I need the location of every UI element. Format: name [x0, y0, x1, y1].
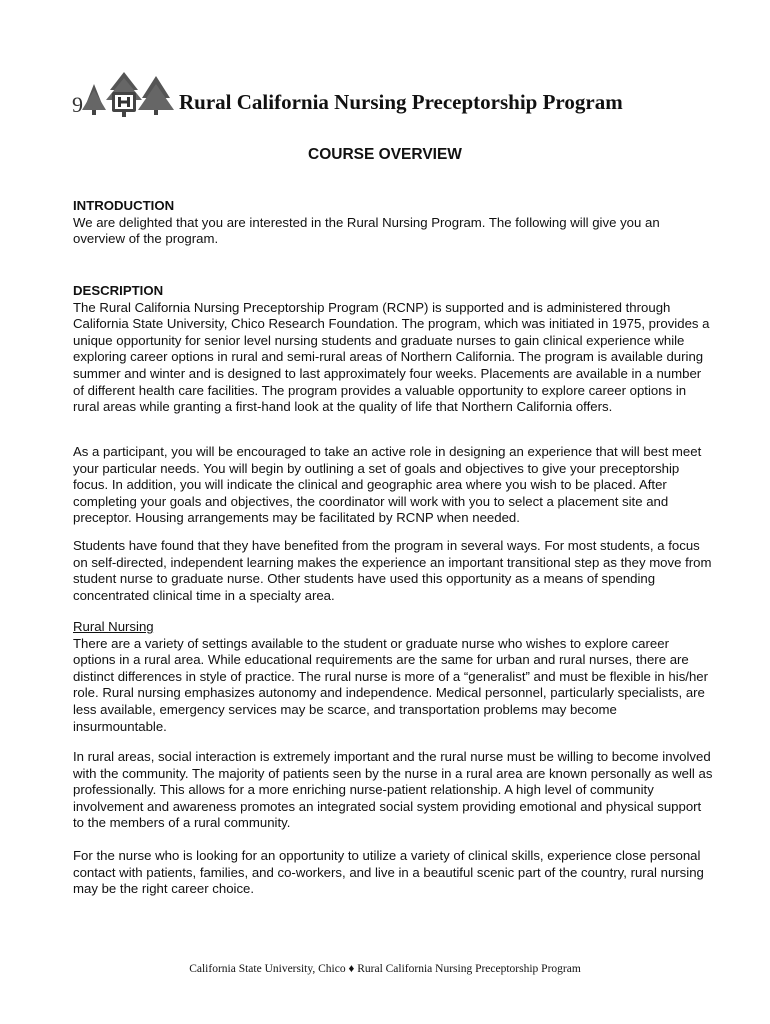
rural-nursing-paragraph: For the nurse who is looking for an opportunity to utilize a variety of clinical skills, experience close personal contact with patients, families, and co-workers, and live in a beautiful scenic part of the country, rural nursing may be the right career choice.: [73, 848, 704, 897]
course-overview-heading: COURSE OVERVIEW: [308, 146, 462, 163]
trees-hospital-logo-icon: [72, 70, 176, 118]
description-paragraph-section: [73, 444, 713, 527]
introduction-heading: INTRODUCTION: [73, 198, 175, 213]
description-section: [73, 283, 713, 416]
description-paragraph-section: [73, 538, 713, 604]
page-footer: California State University, Chico ♦ Rural California Nursing Preceptorship Program: [189, 963, 581, 975]
description-heading: DESCRIPTION: [73, 283, 164, 298]
rural-nursing-paragraph: In rural areas, social interaction is extremely important and the rural nurse must be willing to become involved with the community. The majority of patients seen by the nurse in a rural area are known personally as well as professionally. This allows for a more enriching nurse-patient relationship. A high level of community involvement and awareness promotes an integrated social system providing emotional and physical support to the members of a rural community.: [73, 749, 713, 831]
description-paragraph: The Rural California Nursing Preceptorship Program (RCNP) is supported and is administered through California State University, Chico Research Foundation. The program, which was initiated in 1975, provides a unique opportunity for senior level nursing students and graduate nurses to gain clinical experience while exploring career options in rural and semi-rural areas of Northern California. The program is available during summer and winter and is designed to last approximately four weeks. Placements are available in a number of different health care facilities. The program provides a valuable opportunity to explore career options in rural areas while granting a first-hand look at the quality of life that Northern California offers.: [73, 299, 710, 415]
rural-nursing-paragraph: There are a variety of settings available to the student or graduate nurse who wishes to explore career options in a rural area. While educational requirements are the same for urban and rural nurses, there are distinct differences in style of practice. The rural nurse is more of a “generalist” and must be flexible in his/her role. Rural nursing emphasizes autonomy and independence. Medical personnel, particularly specialists, are less available, emergency services may be scarce, and transportation problems may become insurmountable.: [73, 635, 709, 734]
introduction-text: We are delighted that you are interested in the Rural Nursing Program. The following will give you an overview of the program.: [73, 214, 660, 247]
rural-nursing-paragraph-section: [73, 848, 713, 898]
rural-nursing-section: [73, 619, 713, 735]
rural-nursing-paragraph-section: [73, 749, 713, 832]
rural-nursing-heading: Rural Nursing: [73, 619, 154, 634]
logo-number: 9: [72, 92, 83, 117]
description-paragraph: As a participant, you will be encouraged to take an active role in designing an experience that will best meet your particular needs. You will begin by outlining a set of goals and objectives to give your preceptorship focus. In addition, you will indicate the clinical and geographic area where you wish to be placed. After completing your goals and objectives, the coordinator will work with you to select a placement site and preceptor. Housing arrangements may be facilitated by RCNP when needed.: [73, 444, 702, 526]
program-title: Rural California Nursing Preceptorship Program: [179, 90, 623, 114]
introduction-section: [73, 198, 713, 248]
description-paragraph: Students have found that they have benefited from the program in several ways. For most students, a focus on self-directed, independent learning makes the experience an important transitional step as they move from student nurse to graduate nurse. Other students have used this opportunity as a means of spending concentrated clinical time in a specialty area.: [73, 538, 712, 603]
